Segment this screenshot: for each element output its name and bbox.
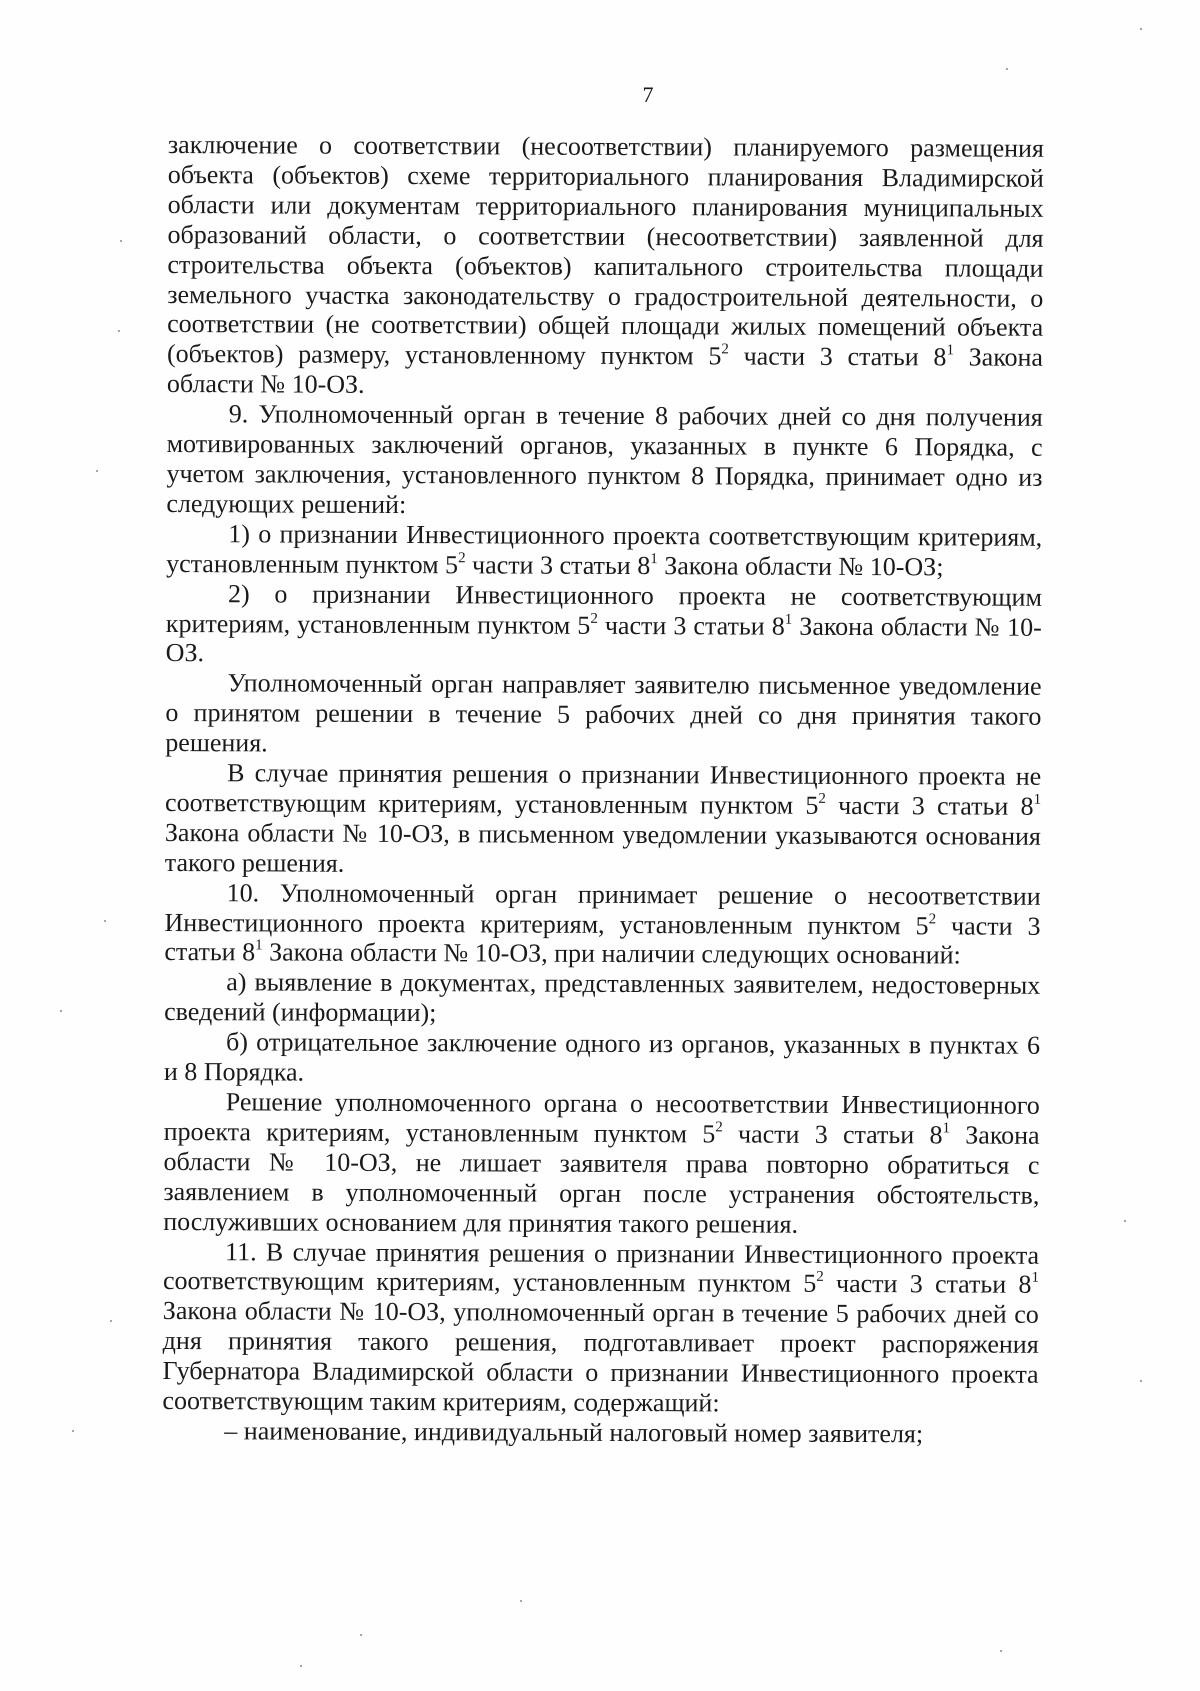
scan-speck	[520, 1600, 522, 1602]
superscript: 2	[818, 790, 826, 807]
scan-speck	[120, 240, 122, 242]
superscript: 1	[784, 611, 793, 628]
text-run: Закона области № 10-ОЗ;	[657, 550, 944, 582]
text-run: части 3 статьи 8	[722, 1119, 943, 1150]
superscript: 1	[255, 937, 263, 954]
scan-speck	[104, 920, 106, 922]
paragraph-decision-2	[166, 579, 1042, 673]
paragraph-rejection-grounds	[165, 758, 1042, 881]
text-run: части 3 статьи 8	[597, 610, 785, 641]
text-run: Закона области № 10-ОЗ, не лишает заявителя права повторно обратиться с заявлением в уполномоченный орган после устранения обстоятельств, послуживших основанием для принятия такого решения.	[163, 1120, 1040, 1239]
text-run: заключение о соответствии (несоответствии) планируемого размещения объекта (объектов) схеме территориального планирования Владимирской области или документам территориального планирования муниципальных образований области, о соответствии (несоответствии) заявленной для строительства объекта (объектов) капитального строительства площади земельного участка законодательству о градостроительной деятельности, о соответствии (не соответствии) общей площади жилых помещений объекта (объектов) размеру, установленному пунктом 5	[166, 130, 1044, 371]
text-run: Закона области № 10-ОЗ.	[165, 611, 1042, 668]
scan-speck	[1140, 28, 1142, 30]
text-run: Решение уполномоченного органа о несоответствии Инвестиционного проекта критериям, установленным пунктом 5	[163, 1087, 1040, 1149]
superscript: 1	[1031, 1270, 1040, 1287]
text-run: части 3 статьи 8	[825, 790, 1034, 821]
text-run: В случае принятия решения о признании Инвестиционного проекта не соответствующим критериям, установленным пунктом 5	[165, 758, 1042, 820]
scan-speck	[300, 1665, 302, 1667]
scan-speck	[1006, 68, 1008, 70]
paragraph-reapply	[163, 1087, 1040, 1240]
text-run: части 3 статьи 8	[823, 1269, 1032, 1300]
scan-speck	[96, 470, 98, 472]
scan-speck	[1000, 1650, 1002, 1652]
paragraph-item-9: 9. Уполномоченный орган в течение 8 рабочих дней со дня получения мотивированных заключений органов, указанных в пункте 6 Порядка, с учетом заключения, установленного пунктом 8 Порядка, принимает одно из следующих решений:	[166, 399, 1043, 519]
scan-speck	[110, 1320, 112, 1322]
superscript: 1	[946, 342, 955, 359]
scan-speck	[118, 330, 120, 332]
text-run: части 3 статьи 8	[465, 549, 651, 580]
superscript: 2	[590, 610, 598, 627]
superscript: 2	[928, 910, 937, 927]
paragraph-ground-b: б) отрицательное заключение одного из органов, указанных в пунктах 6 и 8 Порядка.	[163, 1027, 1041, 1087]
superscript: 1	[942, 1120, 951, 1137]
superscript: 1	[1033, 791, 1042, 808]
paragraph-decision-1	[166, 519, 1042, 583]
scan-speck	[72, 1430, 74, 1432]
text-run: Закона области № 10-ОЗ, в письменном уведомлении указываются основания такого решения.	[164, 817, 1041, 878]
scan-speck	[60, 1010, 62, 1012]
superscript: 2	[721, 341, 729, 358]
scan-speck	[1124, 1220, 1126, 1222]
superscript: 1	[650, 550, 658, 567]
scan-speck	[1140, 1380, 1142, 1382]
text-run: Закона области № 10-ОЗ.	[166, 342, 1044, 400]
paragraph-item-10	[164, 878, 1040, 972]
paragraph-list-item-name: – наименование, индивидуальный налоговый номер заявителя;	[224, 1416, 924, 1449]
text-run: Закона области № 10-ОЗ, при наличии следующих оснований:	[262, 937, 961, 970]
document-body	[162, 130, 1044, 1450]
text-run: 2) о признании Инвестиционного проекта не соответствующим критериям, установленным пунктом 5	[165, 578, 1043, 640]
paragraph-conclusion	[167, 130, 1044, 403]
text-run: части 3 статьи 8	[164, 910, 1041, 967]
page-number: 7	[642, 82, 654, 107]
text-run: 10. Уполномоченный орган принимает решение о несоответствии Инвестиционного проекта критериям, установленным пунктом 5	[164, 877, 1041, 940]
superscript: 2	[715, 1119, 723, 1136]
scan-speck	[360, 1634, 362, 1636]
superscript: 2	[458, 549, 466, 566]
paragraph-ground-a: а) выявление в документах, представленных заявителем, недостоверных сведений (информации);	[164, 967, 1041, 1028]
text-run: Закона области № 10-ОЗ, уполномоченный орган в течение 5 рабочих дней со дня принятия такого решения, подготавливает проект распоряжения Губернатора Владимирской области о признании Инвестиционного проекта соответствующим таким критериям, содержащий:	[162, 1296, 1039, 1418]
paragraph-item-11	[162, 1237, 1039, 1420]
text-run: части 3 статьи 8	[728, 341, 947, 372]
text-run: 11. В случае принятия решения о признании Инвестиционного проекта соответствующим критериям, установленным пунктом 5	[162, 1236, 1040, 1299]
paragraph-notification: Уполномоченный орган направляет заявителю письменное уведомление о принятом решении в течение 5 рабочих дней со дня принятия такого решения.	[165, 668, 1042, 758]
text-run: 1) о признании Инвестиционного проекта соответствующим критериям, установленным пунктом 5	[166, 519, 1043, 579]
superscript: 2	[816, 1269, 824, 1286]
